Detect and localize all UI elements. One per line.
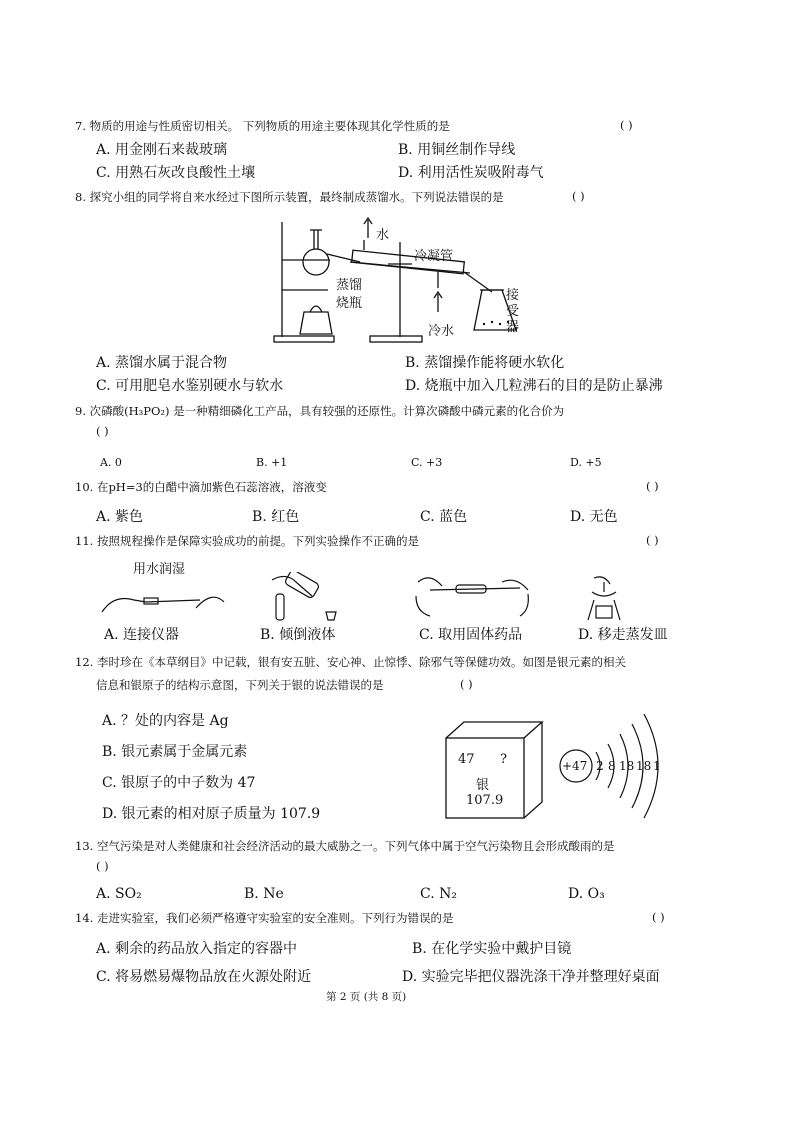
element-symbol: ?	[500, 752, 507, 767]
label-flask-1: 蒸馏	[336, 278, 363, 293]
element-atomic-number: 47	[458, 752, 475, 767]
label-flask-2: 烧瓶	[336, 296, 363, 311]
q12-option-c: C. 银原子的中子数为 47	[102, 775, 256, 791]
q8-paren: ( )	[572, 189, 585, 203]
q12-stem-line1: 12. 李时珍在《本草纲目》中记载，银有安五脏、安心神、止惊悸、除邪气等保健功效。如图是银元素的相关	[75, 655, 626, 669]
q13-option-d: D. O₃	[568, 886, 605, 902]
q10-stem: 10. 在pH=3的白醋中滴加紫色石蕊溶液，溶液变	[75, 480, 327, 494]
q14-option-a: A. 剩余的药品放入指定的容器中	[96, 941, 298, 957]
q7-option-b: B. 用铜丝制作导线	[398, 142, 516, 158]
q14-paren: ( )	[652, 910, 665, 924]
q8-option-d: D. 烧瓶中加入几粒沸石的目的是防止暴沸	[405, 378, 663, 394]
distillation-apparatus-figure	[270, 212, 530, 344]
q9-option-d: D. +5	[570, 456, 602, 469]
q8-option-c: C. 可用肥皂水鉴别硬水与软水	[96, 378, 284, 394]
q7-paren: ( )	[620, 118, 633, 132]
q12-option-a: A. ？处的内容是 Ag	[102, 713, 229, 729]
q9-option-b: B. +1	[256, 456, 288, 469]
lab-operations-figure	[100, 572, 640, 622]
q11-paren: ( )	[646, 533, 659, 547]
q14-option-d: D. 实验完毕把仪器洗涤干净并整理好桌面	[402, 969, 660, 985]
q9-stem: 9. 次磷酸(H₃PO₂) 是一种精细磷化工产品，具有较强的还原性。计算次磷酸中磷元素的化合价为	[75, 404, 565, 418]
label-receiver-3: 器	[506, 320, 520, 335]
q12-option-d: D. 银元素的相对原子质量为 107.9	[102, 806, 321, 822]
q13-option-c: C. N₂	[420, 886, 457, 902]
q11-option-d: D. 移走蒸发皿	[578, 627, 668, 643]
label-receiver-1: 接	[506, 288, 520, 303]
q7-stem: 7. 物质的用途与性质密切相关。 下列物质的用途主要体现其化学性质的是	[75, 119, 450, 133]
q13-option-a: A. SO₂	[96, 886, 142, 902]
q8-option-a: A. 蒸馏水属于混合物	[96, 355, 228, 371]
q14-stem: 14. 走进实验室，我们必须严格遵守实验室的安全准则。下列行为错误的是	[75, 911, 454, 925]
atom-shell-5: 1	[653, 759, 661, 773]
label-cold-water: 冷水	[428, 324, 455, 339]
q7-option-a: A. 用金刚石来裁玻璃	[96, 142, 228, 158]
q10-option-d: D. 无色	[570, 509, 618, 525]
q7-option-d: D. 利用活性炭吸附毒气	[398, 165, 544, 181]
atom-shell-3: 18	[619, 759, 635, 773]
element-atomic-mass: 107.9	[466, 793, 504, 808]
q13-paren: ( )	[96, 859, 109, 873]
q8-stem: 8. 探究小组的同学将自来水经过下图所示装置，最终制成蒸馏水。下列说法错误的是	[75, 190, 504, 204]
label-receiver-2: 受	[506, 304, 520, 319]
q10-option-a: A. 紫色	[96, 509, 144, 525]
label-condenser: 冷凝管	[414, 249, 454, 264]
q12-stem-line2: 信息和银原子的结构示意图，下列关于银的说法错误的是	[96, 678, 384, 692]
q10-option-c: C. 蓝色	[420, 509, 468, 525]
q10-paren: ( )	[646, 479, 659, 493]
q11-stem: 11. 按照规程操作是保障实验成功的前提。下列实验操作不正确的是	[75, 534, 419, 548]
q7-option-c: C. 用熟石灰改良酸性土壤	[96, 165, 256, 181]
q12-option-b: B. 银元素属于金属元素	[102, 744, 248, 760]
label-water: 水	[376, 228, 390, 243]
q9-option-c: C. +3	[411, 456, 443, 469]
q13-option-b: B. Ne	[244, 886, 284, 902]
atom-shell-2: 8	[608, 759, 616, 773]
atom-shell-4: 18	[636, 759, 652, 773]
q14-option-b: B. 在化学实验中戴护目镜	[412, 941, 572, 957]
q10-option-b: B. 红色	[252, 509, 300, 525]
q11-option-b: B. 倾倒液体	[260, 627, 336, 643]
atom-nucleus: +47	[562, 759, 588, 773]
q11-option-c: C. 取用固体药品	[419, 627, 523, 643]
page-footer: 第 2 页 (共 8 页)	[326, 991, 407, 1003]
q11-fig-label: 用水润湿	[133, 562, 186, 577]
q12-paren: ( )	[460, 677, 473, 691]
q9-option-a: A. 0	[100, 456, 122, 469]
q14-option-c: C. 将易燃易爆物品放在火源处附近	[96, 969, 312, 985]
q8-option-b: B. 蒸馏操作能将硬水软化	[405, 355, 565, 371]
element-name: 银	[476, 778, 490, 793]
atom-shell-1: 2	[596, 759, 604, 773]
q11-option-a: A. 连接仪器	[104, 627, 180, 643]
q9-paren: ( )	[96, 424, 109, 438]
q13-stem: 13. 空气污染是对人类健康和社会经济活动的最大威胁之一。下列气体中属于空气污染物且会形成酸雨的是	[75, 839, 615, 853]
